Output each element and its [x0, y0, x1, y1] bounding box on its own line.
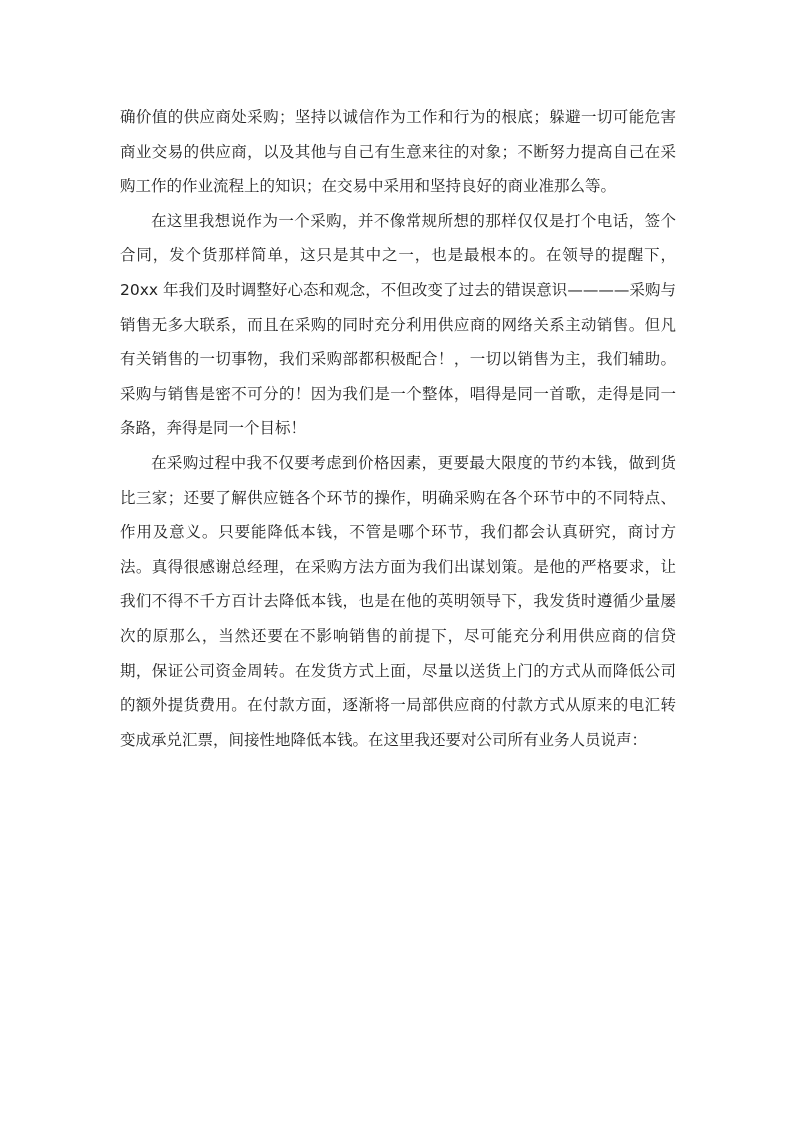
paragraph-3: 在采购过程中我不仅要考虑到价格因素，更要最大限度的节约本钱，做到货比三家；还要了解供应链各个环节的操作，明确采购在各个环节中的不同特点、作用及意义。只要能降低本钱，不管是哪个环节，我们都会认真研究，商讨方法。真得很感谢总经理，在采购方法方面为我们出谋划策。是他的严格要求，让我们不得不千方百计去降低本钱，也是在他的英明领导下，我发货时遵循少量屡次的原那么，当然还要在不影响销售的前提下，尽可能充分利用供应商的信贷期，保证公司资金周转。在发货方式上面，尽量以送货上门的方式从而降低公司的额外提货费用。在付款方面，逐渐将一局部供应商的付款方式从原来的电汇转变成承兑汇票，间接性地降低本钱。在这里我还要对公司所有业务人员说声：	[120, 453, 676, 749]
paragraph-1: 确价值的供应商处采购；坚持以诚信作为工作和行为的根底；躲避一切可能危害商业交易的供应商，以及其他与自己有生意来往的对象；不断努力提高自己在采购工作的作业流程上的知识；在交易中采用和坚持良好的商业准那么等。	[120, 108, 676, 196]
document-body	[120, 100, 676, 757]
paragraph-2: 在这里我想说作为一个采购，并不像常规所想的那样仅仅是打个电话，签个合同，发个货那样简单，这只是其中之一，也是最根本的。在领导的提醒下，20xx 年我们及时调整好心态和观念，不但改变了过去的错误意识————采购与销售无多大联系，而且在采购的同时充分利用供应商的网络关系主动销售。但凡有关销售的一切事物，我们采购部都积极配合！，一切以销售为主，我们辅助。采购与销售是密不可分的！因为我们是一个整体，唱得是同一首歌，走得是同一条路，奔得是同一个目标！	[120, 211, 676, 438]
